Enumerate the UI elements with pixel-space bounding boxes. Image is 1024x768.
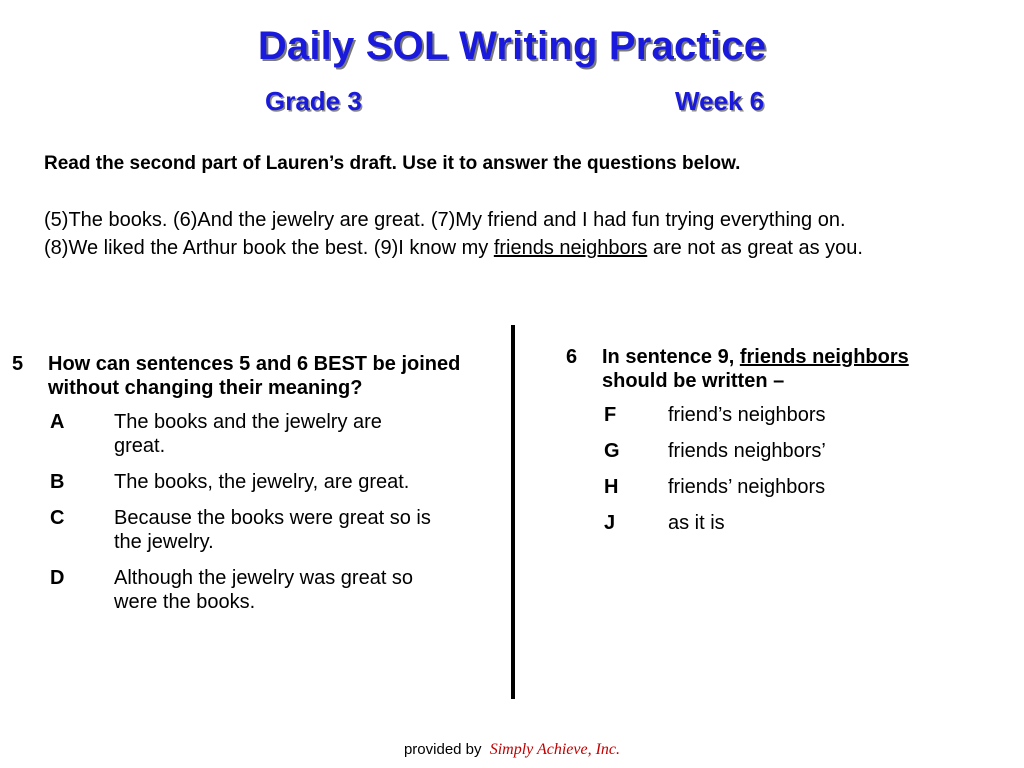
question-5-options — [12, 410, 492, 614]
option-text: Because the books were great so is the jewelry. — [114, 507, 431, 553]
passage-underlined-phrase: friends neighbors — [493, 237, 648, 259]
answer-option-a[interactable] — [12, 410, 492, 458]
question-5-number: 5 — [12, 353, 24, 375]
instruction-text: Read the second part of Lauren’s draft. Use it to answer the questions below. — [44, 153, 741, 174]
passage-line-1: (5)The books. (6)And the jewelry are great. (7)My friend and I had fun trying everything on. — [44, 209, 846, 231]
question-6-header — [566, 345, 1006, 393]
footer-prefix: provided by — [403, 741, 482, 758]
option-letter: B — [50, 471, 65, 493]
question-6-number: 6 — [566, 346, 578, 368]
question-5 — [12, 352, 492, 626]
footer-credit — [0, 741, 1024, 759]
passage-line-2-end: are not as great as you. — [647, 237, 863, 259]
question-6-text-end: should be written – — [602, 370, 785, 392]
answer-option-j[interactable] — [566, 511, 1006, 535]
option-text: friends neighbors’ — [668, 440, 826, 462]
answer-option-f[interactable] — [566, 403, 1006, 427]
question-6-underlined-phrase: friends neighbors — [739, 346, 909, 368]
brand-name: Simply Achieve, Inc. — [489, 741, 621, 758]
week-label: Week 6 — [675, 86, 765, 116]
draft-passage — [44, 206, 863, 262]
passage-line-2 — [44, 234, 863, 262]
option-letter: H — [604, 476, 619, 498]
question-6 — [566, 345, 1006, 547]
option-text: friend’s neighbors — [668, 404, 826, 426]
option-letter: F — [604, 404, 617, 426]
question-5-header — [12, 352, 492, 400]
option-letter: D — [50, 567, 65, 589]
question-6-text-start: In sentence 9, — [602, 346, 740, 368]
option-text: The books and the jewelry are great. — [114, 411, 382, 457]
option-text: as it is — [668, 512, 725, 534]
passage-line-2-start: (8)We liked the Arthur book the best. (9)I know my — [44, 237, 494, 259]
column-divider — [511, 325, 515, 699]
question-5-text: How can sentences 5 and 6 BEST be joined without changing their meaning? — [48, 353, 461, 399]
question-6-text — [602, 345, 962, 393]
answer-option-c[interactable] — [12, 506, 492, 554]
question-6-options — [566, 403, 1006, 535]
option-text: Although the jewelry was great so were the books. — [114, 567, 414, 613]
grade-label: Grade 3 — [265, 86, 362, 116]
answer-option-d[interactable] — [12, 566, 492, 614]
option-text: The books, the jewelry, are great. — [114, 471, 410, 493]
option-letter: G — [604, 440, 620, 462]
option-letter: J — [604, 512, 616, 534]
option-letter: A — [50, 411, 65, 433]
answer-option-h[interactable] — [566, 475, 1006, 499]
answer-option-g[interactable] — [566, 439, 1006, 463]
option-text: friends’ neighbors — [668, 476, 826, 498]
page-title: Daily SOL Writing Practice — [257, 24, 767, 68]
option-letter: C — [50, 507, 65, 529]
answer-option-b[interactable] — [12, 470, 492, 494]
